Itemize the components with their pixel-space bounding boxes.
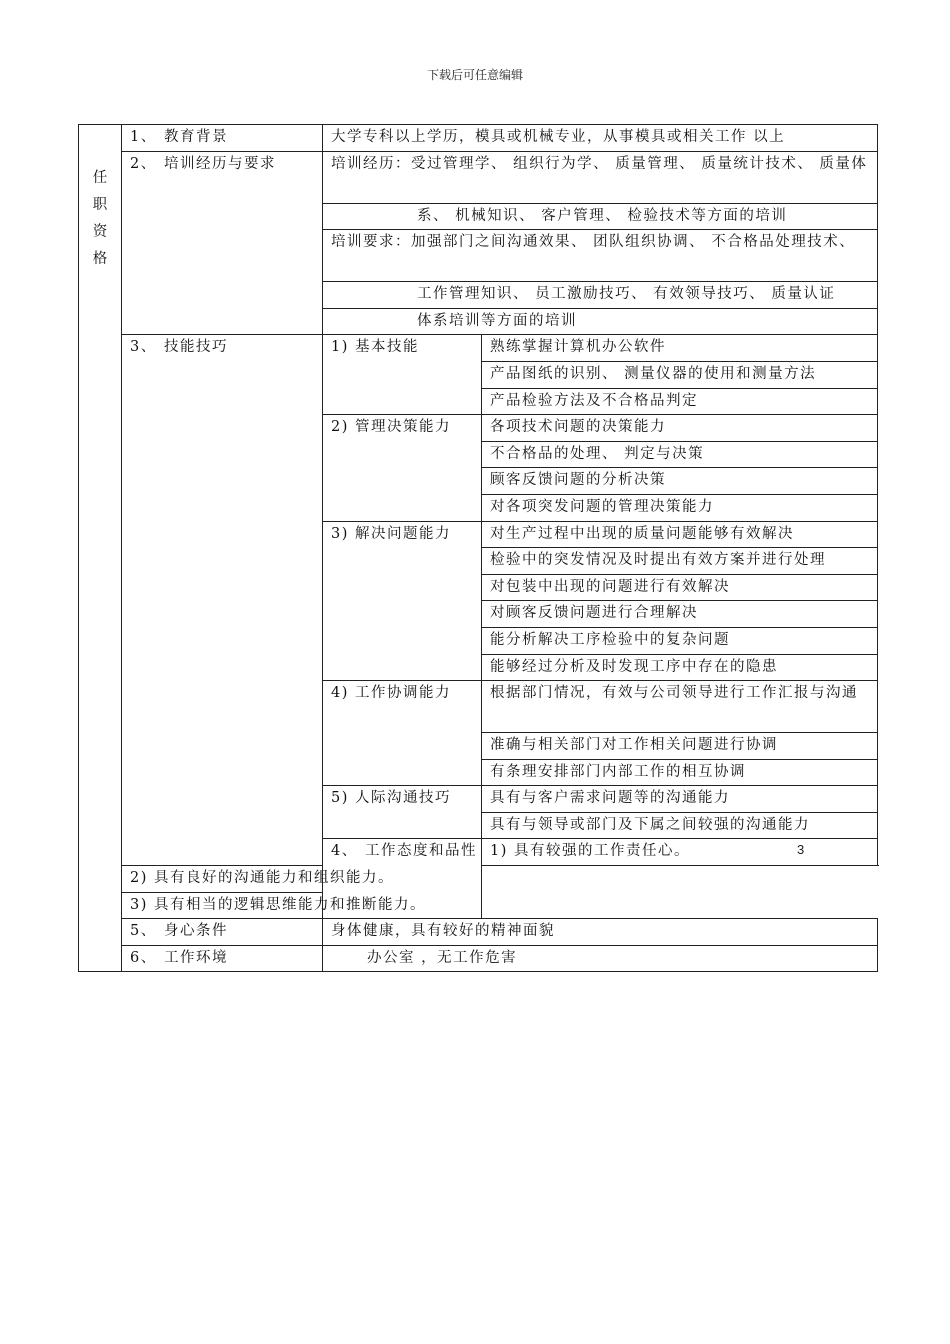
skill-point: 熟练掌握计算机办公软件: [482, 335, 878, 362]
education-content: 大学专科以上学历，模具或机械专业，从事模具或相关工作 以上: [323, 125, 878, 152]
skill-point: 具有与客户需求问题等的沟通能力: [482, 786, 878, 813]
table-row: [79, 866, 878, 893]
training-experience-cont: 系、 机械知识、 客户管理、 检验技术等方面的培训: [323, 203, 878, 230]
skill-point: 对各项突发问题的管理决策能力: [482, 494, 878, 521]
item-environment-label: 6、 工作环境: [122, 945, 323, 972]
skill-point: 准确与相关部门对工作相关问题进行协调: [482, 733, 878, 760]
skill-group-label: 2) 管理决策能力: [323, 415, 482, 521]
skill-point: 顾客反馈问题的分析决策: [482, 468, 878, 495]
side-label-qualification: 任 职 资 格: [79, 125, 122, 972]
training-requirement-cont: 工作管理知识、 员工激励技巧、 有效领导技巧、 质量认证: [323, 282, 878, 309]
item-training-label: 2、 培训经历与要求: [122, 151, 323, 335]
skill-point: 对生产过程中出现的质量问题能够有效解决: [482, 521, 878, 548]
item-health-label: 5、 身心条件: [122, 919, 323, 946]
table-row: [79, 151, 878, 203]
skill-group-label: 4) 工作协调能力: [323, 681, 482, 786]
skill-group-label: 3) 解决问题能力: [323, 521, 482, 681]
skill-point: 根据部门情况，有效与公司领导进行工作汇报与沟通: [482, 681, 878, 733]
table-row: [79, 945, 878, 972]
skill-point: 能分析解决工序检验中的复杂问题: [482, 627, 878, 654]
attitude-point: 3) 具有相当的逻辑思维能力和推断能力。: [122, 892, 482, 919]
skill-point: 产品检验方法及不合格品判定: [482, 388, 878, 415]
training-experience: 培训经历：受过管理学、 组织行为学、 质量管理、 质量统计技术、 质量体: [323, 151, 878, 203]
attitude-point: 1) 具有较强的工作责任心。: [482, 839, 878, 866]
training-requirement: 培训要求：加强部门之间沟通效果、 团队组织协调、 不合格品处理技术、: [323, 230, 878, 282]
item-education-label: 1、 教育背景: [122, 125, 323, 152]
skill-point: 对顾客反馈问题进行合理解决: [482, 601, 878, 628]
header-note: 下载后可任意编辑: [426, 68, 523, 82]
skill-point: 不合格品的处理、 判定与决策: [482, 441, 878, 468]
table-row: [79, 335, 878, 362]
environment-content: 办公室 ，无工作危害: [323, 945, 878, 972]
table-row: [79, 125, 878, 152]
item-skills-label: 3、 技能技巧: [122, 335, 323, 866]
skill-point: 能够经过分析及时发现工序中存在的隐患: [482, 654, 878, 681]
skill-point: 各项技术问题的决策能力: [482, 415, 878, 442]
skill-group-label: 5) 人际沟通技巧: [323, 786, 482, 839]
page-number: 3: [797, 842, 805, 857]
skill-point: 有条理安排部门内部工作的相互协调: [482, 759, 878, 786]
skill-point: 产品图纸的识别、 测量仪器的使用和测量方法: [482, 361, 878, 388]
table-row: [79, 892, 878, 919]
table-row: [79, 919, 878, 946]
skill-point: 检验中的突发情况及时提出有效方案并进行处理: [482, 548, 878, 575]
job-qualification-table: [78, 124, 878, 972]
skill-group-label: 1) 基本技能: [323, 335, 482, 415]
training-requirement-cont2: 体系培训等方面的培训: [323, 308, 878, 335]
item-attitude-label: 4、 工作态度和品性: [323, 839, 482, 919]
skill-point: 具有与领导或部门及下属之间较强的沟通能力: [482, 812, 878, 839]
health-content: 身体健康，具有较好的精神面貌: [323, 919, 878, 946]
attitude-point: 2) 具有良好的沟通能力和组织能力。: [122, 866, 482, 893]
skill-point: 对包装中出现的问题进行有效解决: [482, 574, 878, 601]
